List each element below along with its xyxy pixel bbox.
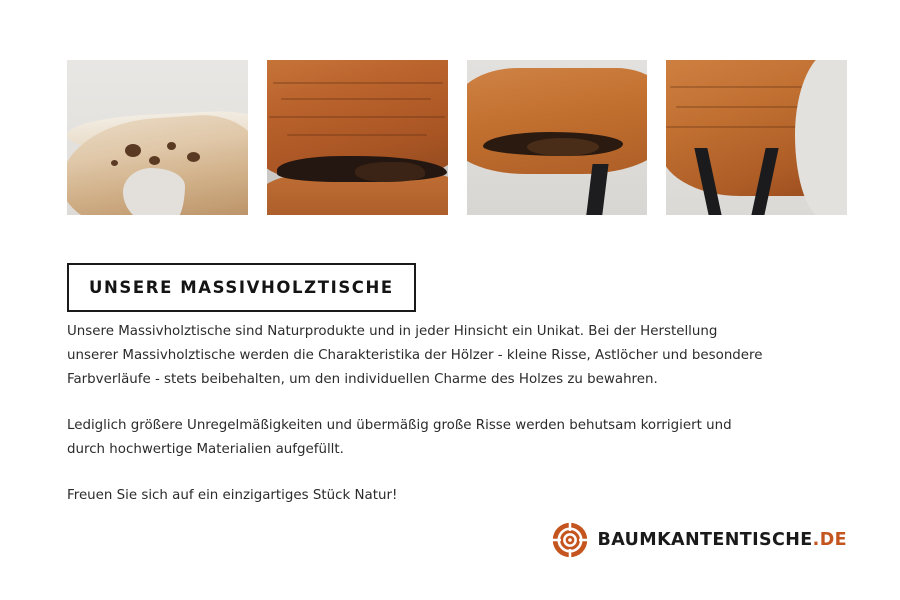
wood-grain-line <box>273 82 443 84</box>
paragraph-3: Freuen Sie sich auf ein einzigartiges Stück Natur! <box>67 488 398 503</box>
wood-knot-icon <box>187 152 200 162</box>
wood-crack-shape <box>527 138 599 156</box>
brand-logo[interactable] <box>552 522 848 558</box>
brand-tld: .DE <box>812 530 847 550</box>
wood-grain-line <box>676 106 816 108</box>
gallery-image-3 <box>467 60 648 215</box>
paragraph-1: Unsere Massivholztische sind Naturprodukte und in jeder Hinsicht ein Unikat. Bei der Herstellung unserer Massivholztische werden die Charakteristika der Hölzer - kleine Risse, Astlöcher und besondere Farbverläufe - stets beibehalten, um den individuellen Charme des Holzes zu bewahren. <box>67 324 763 387</box>
wood-knot-icon <box>149 156 160 165</box>
image-gallery <box>67 60 847 215</box>
wood-knot-icon <box>125 144 141 157</box>
live-edge-contour <box>795 60 847 215</box>
wood-grain-line <box>287 134 427 136</box>
wood-knot-icon <box>167 142 176 150</box>
gallery-image-1 <box>67 60 248 215</box>
baumkante-ring-logo-icon <box>552 522 588 558</box>
wood-grain-line <box>670 86 820 88</box>
wood-knot-icon <box>111 160 118 166</box>
section-heading-box <box>67 263 416 312</box>
wood-grain-line <box>281 98 431 100</box>
brand-logo-text <box>598 530 848 550</box>
body-copy <box>67 320 767 508</box>
page-title: UNSERE MASSIVHOLZTISCHE <box>89 278 394 297</box>
paragraph-2: Lediglich größere Unregelmäßigkeiten und übermäßig große Risse werden behutsam korrigiert und durch hochwertige Materialien aufgefüllt. <box>67 418 732 457</box>
brand-name: BAUMKANTENTISCHE <box>597 530 813 550</box>
tabletop-shape <box>467 68 648 174</box>
gallery-image-2 <box>267 60 448 215</box>
wood-grain-line <box>269 116 445 118</box>
wood-cutout-shape <box>123 168 185 215</box>
gallery-image-4 <box>666 60 847 215</box>
wood-crack-shape <box>355 162 425 182</box>
